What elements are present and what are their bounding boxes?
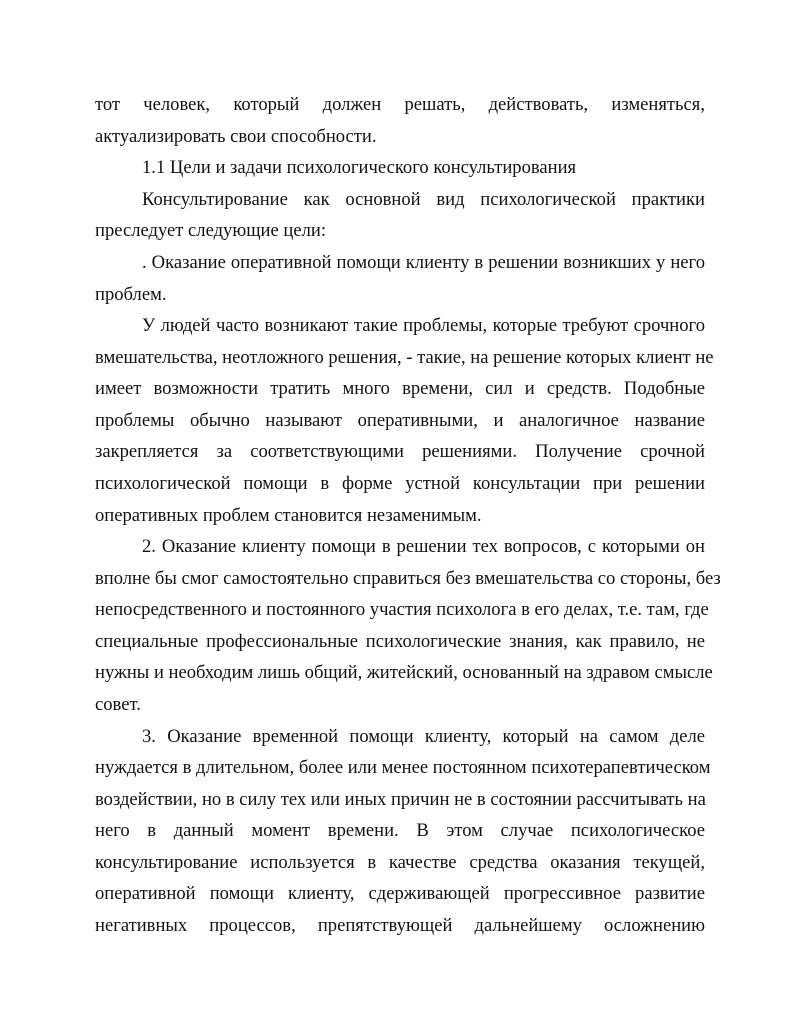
text-line: Консультирование как основной вид психологической практики — [142, 189, 705, 210]
text-line: нуждается в длительном, более или менее постоянном психотерапевтическом — [95, 757, 711, 778]
text-line: закрепляется за соответствующими решениями. Получение срочной — [95, 441, 705, 462]
text-line: проблемы обычно называют оперативными, и аналогичное название — [95, 410, 705, 431]
text-line: вполне бы смог самостоятельно справиться без вмешательства со стороны, без — [95, 568, 721, 589]
text-line: преследует следующие цели: — [95, 220, 326, 241]
text-line: 3. Оказание временной помощи клиенту, который на самом деле — [142, 726, 705, 747]
text-line: консультирование используется в качестве средства оказания текущей, — [95, 852, 705, 873]
text-line: У людей часто возникают такие проблемы, которые требуют срочного — [142, 315, 705, 336]
text-line: совет. — [95, 694, 141, 715]
text-line: специальные профессиональные психологические знания, как правило, не — [95, 631, 705, 652]
text-line: психологической помощи в форме устной консультации при решении — [95, 473, 705, 494]
text-line: актуализировать свои способности. — [95, 126, 377, 147]
text-line: оперативных проблем становится незаменимым. — [95, 505, 482, 526]
text-line: 2. Оказание клиенту помощи в решении тех вопросов, с которыми он — [142, 536, 705, 557]
text-line: него в данный момент времени. В этом случае психологическое — [95, 820, 705, 841]
text-line: вмешательства, неотложного решения, - такие, на решение которых клиент не — [95, 347, 714, 368]
text-line: нужны и необходим лишь общий, житейский, основанный на здравом смысле — [95, 662, 713, 683]
section-heading: 1.1 Цели и задачи психологического консультирования — [142, 157, 577, 178]
text-line: оперативной помощи клиенту, сдерживающей прогрессивное развитие — [95, 883, 705, 904]
text-line: . Оказание оперативной помощи клиенту в решении возникших у него — [142, 252, 705, 273]
text-line: непосредственного и постоянного участия психолога в его делах, т.е. там, где — [95, 599, 709, 620]
text-line: имеет возможности тратить много времени, сил и средств. Подобные — [95, 378, 705, 399]
text-line: воздействии, но в силу тех или иных причин не в состоянии рассчитывать на — [95, 789, 706, 810]
text-line: негативных процессов, препятствующей дальнейшему осложнению — [95, 915, 705, 936]
text-line: проблем. — [95, 284, 167, 305]
text-line: тот человек, который должен решать, действовать, изменяться, — [95, 94, 705, 115]
